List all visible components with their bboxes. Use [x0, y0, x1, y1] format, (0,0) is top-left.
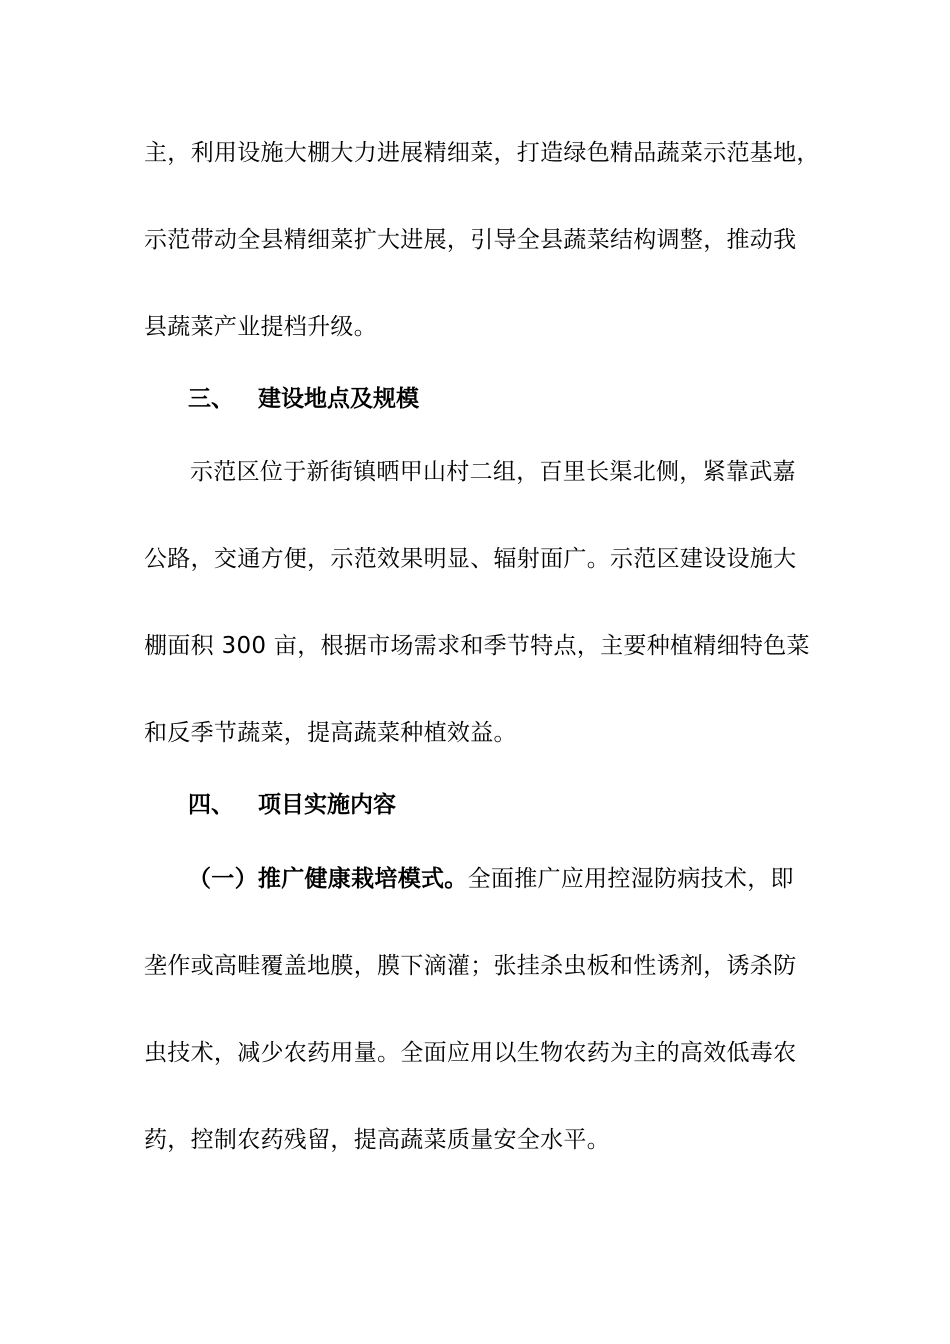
section-heading-3 — [188, 384, 419, 414]
paragraph-line: 虫技术，减少农药用量。全面应用以生物农药为主的高效低毒农 — [144, 1040, 797, 1066]
section-title: 建设地点及规模 — [258, 386, 419, 412]
paragraph-line: 示范区位于新街镇晒甲山村二组，百里长渠北侧，紧靠武嘉 — [190, 459, 796, 485]
section-number: 四、 — [188, 792, 234, 818]
paragraph-line: 和反季节蔬菜，提高蔬菜种植效益。 — [144, 720, 517, 746]
paragraph-line: 药，控制农药残留，提高蔬菜质量安全水平。 — [144, 1127, 610, 1153]
section-title: 项目实施内容 — [258, 792, 396, 818]
paragraph-line: 示范带动全县精细菜扩大进展，引导全县蔬菜结构调整，推动我 — [144, 227, 797, 253]
subsection-lead: （一）推广健康栽培模式。 — [188, 866, 468, 892]
paragraph-line: 棚面积 300 亩，根据市场需求和季节特点，主要种植精细特色菜 — [144, 633, 810, 659]
paragraph-line: 主，利用设施大棚大力进展精细菜，打造绿色精品蔬菜示范基地， — [144, 140, 820, 166]
paragraph-line — [188, 864, 868, 894]
section-heading-4 — [188, 790, 396, 820]
paragraph-text: 全面推广应用控湿防病技术，即 — [467, 866, 794, 892]
paragraph-line: 垄作或高畦覆盖地膜，膜下滴灌；张挂杀虫板和性诱剂，诱杀防 — [144, 953, 797, 979]
section-number: 三、 — [188, 386, 234, 412]
paragraph-line: 县蔬菜产业提档升级。 — [144, 314, 377, 340]
paragraph-line: 公路，交通方便，示范效果明显、辐射面广。示范区建设设施大 — [144, 546, 797, 572]
